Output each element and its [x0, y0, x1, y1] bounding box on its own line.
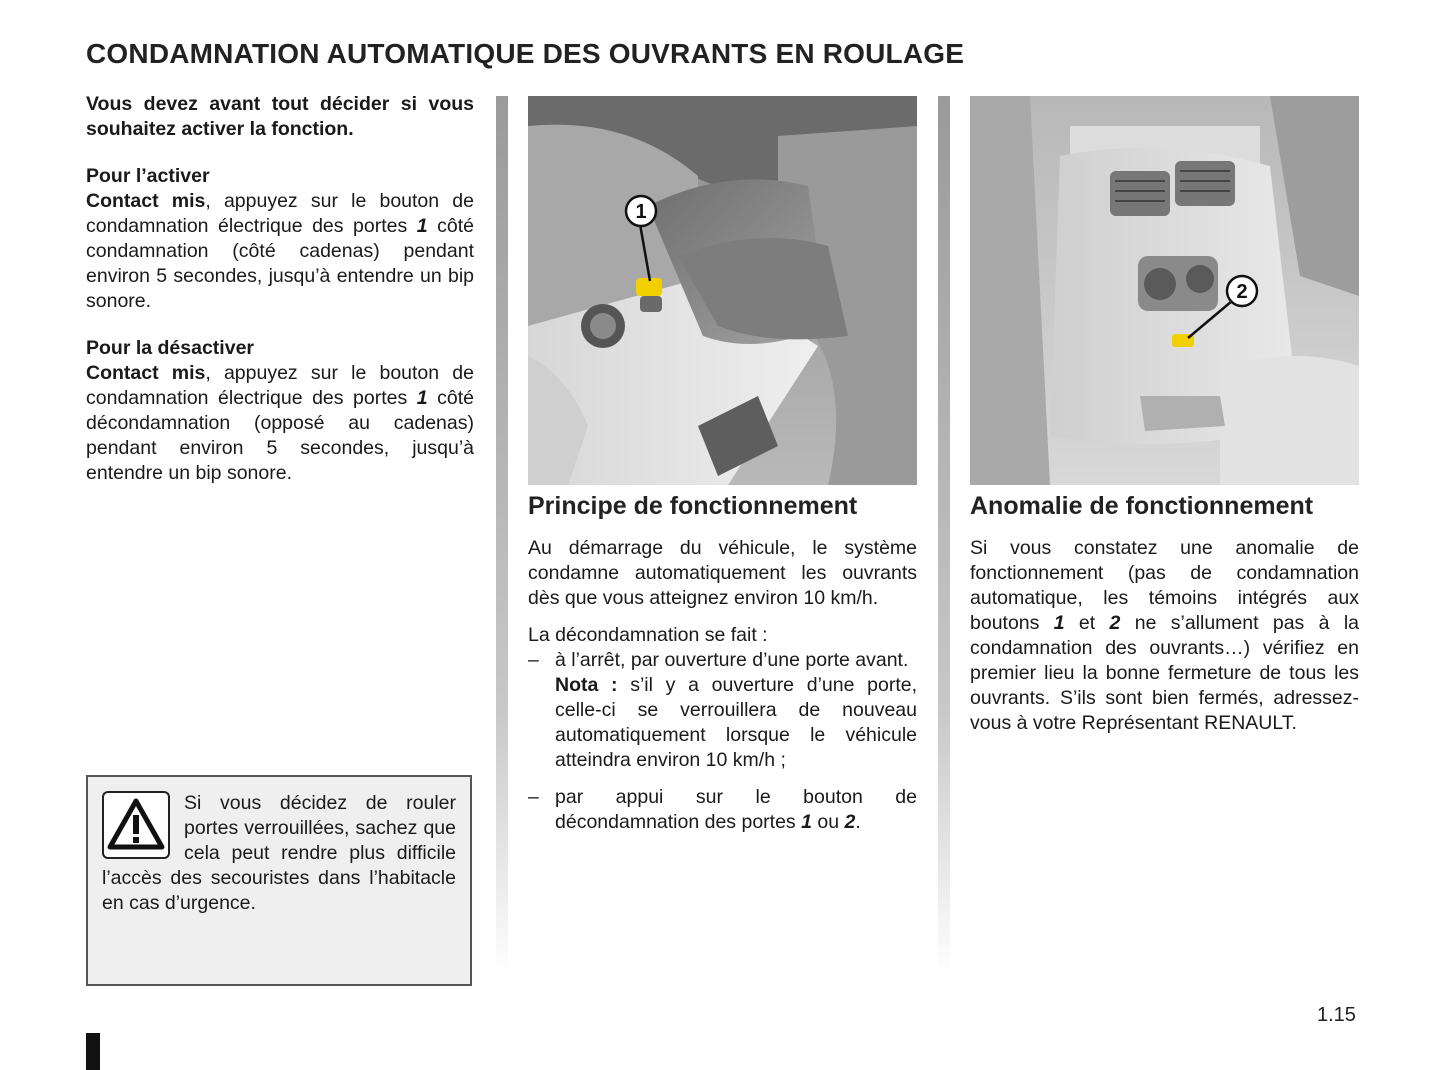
anomaly-ref-2: 2: [1109, 612, 1121, 634]
nota-text: s’il y a ouverture d’une porte, celle-ci se verrouillera de nouveau automatiquement lorsque le véhicule atteindra environ 10 km/h ;: [555, 674, 917, 771]
principle-para-2: La décondamnation se fait :: [528, 624, 768, 646]
page-marker-bar: [86, 1033, 100, 1070]
column-separator: [496, 96, 508, 976]
activate-paragraph: [86, 189, 474, 314]
list-item-text: à l’arrêt, par ouverture d’une porte avant.: [555, 649, 909, 671]
nota-paragraph: [555, 673, 917, 773]
anomaly-text-2: ne s’allument pas à la condamnation des ouvrants…) vérifiez en premier lieu la bonne fermeture de tous les ouvrants. S’ils sont bien fermés, adressez-vous à votre Représentant RENAULT.: [970, 612, 1359, 734]
deactivate-ref: 1: [416, 387, 428, 409]
list-item: [528, 785, 917, 835]
section-title-anomaly: Anomalie de fonctionnement: [970, 492, 1314, 520]
intro-text: Vous devez avant tout décider si vous souhaitez activer la fonction.: [86, 93, 474, 140]
list-dash: –: [528, 649, 539, 671]
deactivate-paragraph: [86, 361, 474, 486]
item2-end: .: [855, 811, 861, 833]
list-item-text: [555, 785, 917, 835]
column-middle: [528, 490, 917, 835]
figure-2-label: 2: [1236, 281, 1248, 303]
item2-text: par appui sur le bouton de décondamnation des portes: [555, 786, 917, 833]
anomaly-paragraph: [970, 536, 1359, 736]
column-separator: [938, 96, 950, 976]
figure-1-label: 1: [635, 201, 647, 223]
figure-1-armrest-photo: [528, 96, 917, 485]
warning-box: [86, 775, 472, 986]
activate-text-2: côté condamnation (côté cadenas) pendant environ 5 secondes, jusqu’à entendre un bip sonore.: [86, 215, 474, 312]
item2-or: ou: [811, 811, 845, 833]
anomaly-and: et: [1064, 612, 1110, 634]
activate-text-1: , appuyez sur le bouton de condamnation électrique des portes: [86, 190, 474, 237]
list-dash: –: [528, 786, 539, 808]
page-title: CONDAMNATION AUTOMATIQUE DES OUVRANTS EN ROULAGE: [86, 38, 965, 69]
deactivate-text-1: , appuyez sur le bouton de condamnation électrique des portes: [86, 362, 474, 409]
anomaly-ref-1: 1: [1053, 612, 1065, 634]
activate-bold: Contact mis: [86, 190, 206, 212]
warning-triangle-icon: [102, 791, 170, 859]
item2-ref-1: 1: [801, 811, 812, 833]
item2-ref-2: 2: [844, 811, 856, 833]
anomaly-text-1: Si vous constatez une anomalie de fonctionnement (pas de condamnation automatique, les témoins intégrés aux boutons: [970, 537, 1359, 634]
section-title-principle: Principe de fonctionnement: [528, 492, 858, 520]
activate-ref: 1: [416, 215, 428, 237]
principle-para-1: Au démarrage du véhicule, le système condamne automatiquement les ouvrants dès que vous atteignez environ 10 km/h.: [528, 537, 917, 609]
warning-text: Si vous décidez de rouler portes verrouillées, sachez que cela peut rendre plus difficile l’accès des secouristes dans l’habitacle en cas d’urgence.: [102, 792, 456, 914]
deactivate-text-2: côté décondamnation (opposé au cadenas) pendant environ 5 secondes, jusqu’à entendre un bip sonore.: [86, 387, 474, 484]
column-right: [970, 490, 1359, 736]
deactivate-heading: Pour la désactiver: [86, 337, 254, 359]
page-number: 1.15: [1317, 1004, 1356, 1026]
list-item: [528, 648, 917, 773]
figure-2-rear-console-photo: [970, 96, 1359, 485]
column-left: [86, 92, 474, 486]
deactivate-bold: Contact mis: [86, 362, 206, 384]
nota-label: Nota :: [555, 674, 618, 696]
activate-heading: Pour l’activer: [86, 165, 210, 187]
